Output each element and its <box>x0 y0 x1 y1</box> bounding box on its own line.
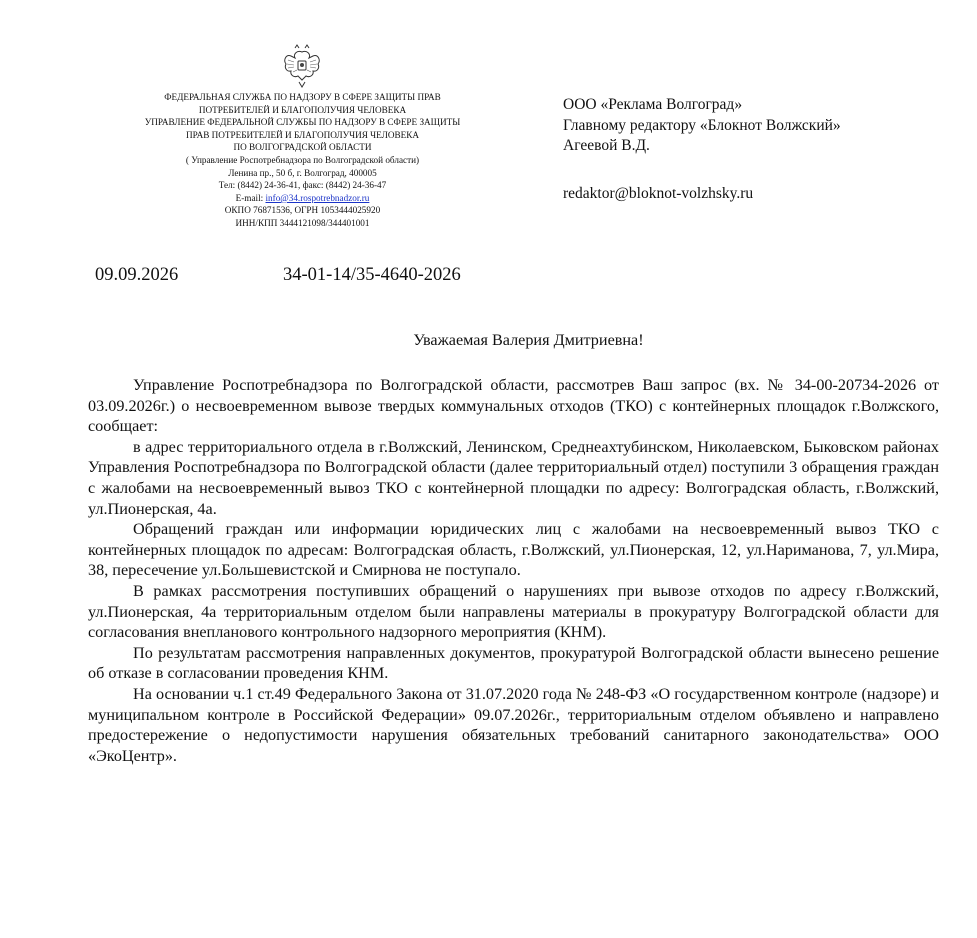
agency-line: Ленина пр., 50 б, г. Волгоград, 400005 <box>228 167 377 178</box>
recipient-org: ООО «Реклама Волгоград» <box>563 96 743 113</box>
body-paragraph: На основании ч.1 ст.49 Федерального Закона от 31.07.2020 года № 248-ФЗ «О государственном контроле (надзоре) и муниципальном контроле в Российской Федерации» 09.07.2026г., территориальным отделом объявлено и направлено предостережение о недопустимости нарушения обязательных требований санитарного законодательства» ООО «ЭкоЦентр». <box>88 684 939 765</box>
recipient-position: Главному редактору «Блокнот Волжский» <box>563 116 841 134</box>
agency-line: Тел: (8442) 24-36-41, факс: (8442) 24-36-47 <box>218 180 387 191</box>
agency-okpo: ОКПО 76871536, ОГРН 1053444025920 <box>224 205 381 216</box>
agency-line: ПО ВОЛГОГРАДСКОЙ ОБЛАСТИ <box>233 142 372 153</box>
body-paragraph: в адрес территориального отдела в г.Волжский, Ленинском, Среднеахтубинском, Николаевском, Быковском районах Управления Роспотребнадзора по Волгоградской области (далее территориальный отдел) поступили 3 обращения граждан с жалобами на несвоевременный вывоз ТКО с контейнерной площадки по адресу: Волгоградская область, г.Волжский, ул.Пионерская, 4а. <box>88 437 939 518</box>
recipient-block <box>563 95 841 204</box>
agency-line: ФЕДЕРАЛЬНАЯ СЛУЖБА ПО НАДЗОРУ В СФЕРЕ ЗАЩИТЫ ПРАВ <box>164 92 441 102</box>
agency-line: ПРАВ ПОТРЕБИТЕЛЕЙ И БЛАГОПОЛУЧИЯ ЧЕЛОВЕКА <box>186 129 419 140</box>
body-paragraph: Управление Роспотребнадзора по Волгоградской области, рассмотрев Ваш запрос (вх. № 34-00-20734-2026 от 03.09.2026г.) о несвоевременном вывозе твердых коммунальных отходов (ТКО) с контейнерных площадок г.Волжского, сообщает: <box>88 376 939 436</box>
body-paragraph: По результатам рассмотрения направленных документов, прокуратурой Волгоградской области вынесено решение об отказе в согласовании проведения КНМ. <box>88 643 939 683</box>
body-paragraph: В рамках рассмотрения поступивших обращений о нарушениях при вывозе отходов по адресу г.Волжский, ул.Пионерская, 4а территориальным отделом были направлены материалы в прокуратуру Волгоградской области для согласования внепланового контрольного надзорного мероприятия (КНМ). <box>88 581 939 642</box>
recipient-email: redaktor@bloknot-volzhsky.ru <box>563 184 754 202</box>
letter-body <box>88 375 939 766</box>
greeting: Уважаемая Валерия Дмитриевна! <box>413 331 644 349</box>
agency-line: УПРАВЛЕНИЕ ФЕДЕРАЛЬНОЙ СЛУЖБЫ ПО НАДЗОРУ В СФЕРЕ ЗАЩИТЫ <box>144 117 461 128</box>
agency-email-link[interactable]: info@34.rospotrebnadzor.ru <box>265 192 370 203</box>
agency-line: ПОТРЕБИТЕЛЕЙ И БЛАГОПОЛУЧИЯ ЧЕЛОВЕКА <box>198 104 407 115</box>
agency-email-line <box>80 192 525 205</box>
registration-number: 34-01-14/35-4640-2026 <box>283 265 461 285</box>
registration-date: 09.09.2026 <box>95 265 179 285</box>
eagle-emblem-icon <box>281 44 323 88</box>
agency-header <box>80 91 525 230</box>
agency-email-prefix: E-mail: <box>235 192 266 203</box>
agency-line: ( Управление Роспотребнадзора по Волгоградской области) <box>185 154 420 165</box>
body-paragraph: Обращений граждан или информации юридических лиц с жалобами на несвоевременный вывоз ТКО с контейнерных площадок по адресам: Волгоградская область, г.Волжский, ул.Пионерская, 12, ул.Нариманова, 7, ул.Мира, 38, пересечение ул.Большевистской и Смирнова не поступало. <box>88 520 939 580</box>
recipient-name: Агеевой В.Д. <box>563 137 650 154</box>
agency-inn: ИНН/КПП 3444121098/344401001 <box>235 217 370 228</box>
